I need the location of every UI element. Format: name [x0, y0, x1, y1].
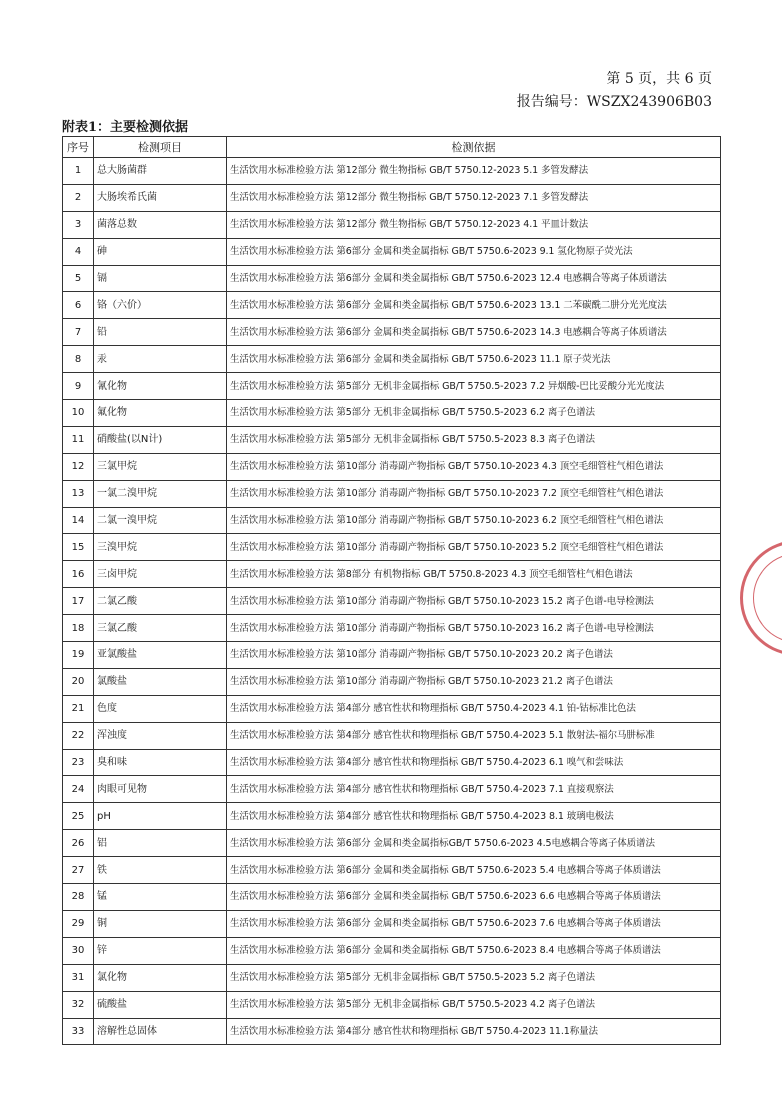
cell-basis: 生活饮用水标准检验方法 第5部分 无机非金属指标 GB/T 5750.5-2023 4.2 离子色谱法 [227, 991, 721, 1018]
cell-no: 20 [63, 668, 94, 695]
cell-no: 1 [63, 158, 94, 185]
cell-item: pH [94, 803, 227, 830]
cell-no: 31 [63, 964, 94, 991]
cell-item: 汞 [94, 346, 227, 373]
cell-item: 三卤甲烷 [94, 561, 227, 588]
cell-basis: 生活饮用水标准检验方法 第4部分 感官性状和物理指标 GB/T 5750.4-2023 11.1称量法 [227, 1018, 721, 1045]
cell-item: 氯化物 [94, 964, 227, 991]
cell-basis: 生活饮用水标准检验方法 第12部分 微生物指标 GB/T 5750.12-2023 7.1 多管发酵法 [227, 184, 721, 211]
cell-basis: 生活饮用水标准检验方法 第6部分 金属和类金属指标 GB/T 5750.6-2023 14.3 电感耦合等离子体质谱法 [227, 319, 721, 346]
cell-no: 9 [63, 373, 94, 400]
cell-no: 8 [63, 346, 94, 373]
cell-basis: 生活饮用水标准检验方法 第10部分 消毒副产物指标 GB/T 5750.10-2023 15.2 离子色谱-电导检测法 [227, 588, 721, 615]
basis-table [62, 136, 721, 1045]
cell-no: 11 [63, 426, 94, 453]
cell-basis: 生活饮用水标准检验方法 第6部分 金属和类金属指标 GB/T 5750.6-2023 7.6 电感耦合等离子体质谱法 [227, 910, 721, 937]
cell-basis: 生活饮用水标准检验方法 第4部分 感官性状和物理指标 GB/T 5750.4-2023 6.1 嗅气和尝味法 [227, 749, 721, 776]
cell-item: 铬（六价） [94, 292, 227, 319]
cell-no: 26 [63, 830, 94, 857]
table-row [63, 507, 721, 534]
cell-no: 2 [63, 184, 94, 211]
cell-no: 13 [63, 480, 94, 507]
table-row [63, 184, 721, 211]
cell-basis: 生活饮用水标准检验方法 第10部分 消毒副产物指标 GB/T 5750.10-2023 6.2 顶空毛细管柱气相色谱法 [227, 507, 721, 534]
table-row [63, 346, 721, 373]
cell-basis: 生活饮用水标准检验方法 第4部分 感官性状和物理指标 GB/T 5750.4-2023 4.1 铂-钴标准比色法 [227, 695, 721, 722]
cell-no: 29 [63, 910, 94, 937]
col-header-item: 检测项目 [94, 137, 227, 158]
table-row [63, 426, 721, 453]
cell-no: 23 [63, 749, 94, 776]
cell-basis: 生活饮用水标准检验方法 第6部分 金属和类金属指标 GB/T 5750.6-2023 5.4 电感耦合等离子体质谱法 [227, 857, 721, 884]
cell-item: 硝酸盐(以N计) [94, 426, 227, 453]
cell-item: 二氯乙酸 [94, 588, 227, 615]
table-row [63, 910, 721, 937]
table-row [63, 211, 721, 238]
table-row [63, 158, 721, 185]
table-row [63, 588, 721, 615]
cell-item: 锌 [94, 937, 227, 964]
cell-no: 4 [63, 238, 94, 265]
cell-no: 10 [63, 400, 94, 427]
cell-no: 21 [63, 695, 94, 722]
cell-basis: 生活饮用水标准检验方法 第5部分 无机非金属指标 GB/T 5750.5-2023 7.2 异烟酸-巴比妥酸分光光度法 [227, 373, 721, 400]
table-row [63, 695, 721, 722]
cell-basis: 生活饮用水标准检验方法 第6部分 金属和类金属指标 GB/T 5750.6-2023 13.1 二苯碳酰二肼分光光度法 [227, 292, 721, 319]
table-row [63, 642, 721, 669]
table-row [63, 615, 721, 642]
cell-no: 6 [63, 292, 94, 319]
table-row [63, 534, 721, 561]
table-row [63, 884, 721, 911]
report-number: 报告编号：WSZX243906B03 [516, 94, 712, 110]
table-row [63, 319, 721, 346]
cell-item: 三氯乙酸 [94, 615, 227, 642]
cell-no: 33 [63, 1018, 94, 1045]
cell-item: 铅 [94, 319, 227, 346]
table-row [63, 857, 721, 884]
table-row [63, 991, 721, 1018]
table-header-row [63, 137, 721, 158]
cell-basis: 生活饮用水标准检验方法 第10部分 消毒副产物指标 GB/T 5750.10-2023 21.2 离子色谱法 [227, 668, 721, 695]
page-number: 第 5 页，共 6 页 [606, 71, 712, 87]
table-row [63, 265, 721, 292]
cell-basis: 生活饮用水标准检验方法 第10部分 消毒副产物指标 GB/T 5750.10-2023 7.2 顶空毛细管柱气相色谱法 [227, 480, 721, 507]
red-seal-stamp [740, 540, 782, 656]
table-row [63, 722, 721, 749]
cell-basis: 生活饮用水标准检验方法 第6部分 金属和类金属指标 GB/T 5750.6-2023 9.1 氢化物原子荧光法 [227, 238, 721, 265]
cell-item: 氰化物 [94, 373, 227, 400]
cell-no: 17 [63, 588, 94, 615]
table-row [63, 238, 721, 265]
table-row [63, 937, 721, 964]
table-title: 附表1：主要检测依据 [62, 120, 189, 135]
table-row [63, 480, 721, 507]
cell-basis: 生活饮用水标准检验方法 第6部分 金属和类金属指标 GB/T 5750.6-2023 12.4 电感耦合等离子体质谱法 [227, 265, 721, 292]
cell-item: 铁 [94, 857, 227, 884]
cell-item: 亚氯酸盐 [94, 642, 227, 669]
cell-no: 5 [63, 265, 94, 292]
table-row [63, 803, 721, 830]
cell-no: 27 [63, 857, 94, 884]
cell-item: 溶解性总固体 [94, 1018, 227, 1045]
cell-basis: 生活饮用水标准检验方法 第4部分 感官性状和物理指标 GB/T 5750.4-2023 8.1 玻璃电极法 [227, 803, 721, 830]
cell-no: 25 [63, 803, 94, 830]
cell-basis: 生活饮用水标准检验方法 第5部分 无机非金属指标 GB/T 5750.5-2023 6.2 离子色谱法 [227, 400, 721, 427]
cell-no: 14 [63, 507, 94, 534]
cell-item: 三溴甲烷 [94, 534, 227, 561]
cell-basis: 生活饮用水标准检验方法 第5部分 无机非金属指标 GB/T 5750.5-2023 8.3 离子色谱法 [227, 426, 721, 453]
table-row [63, 373, 721, 400]
cell-item: 三氯甲烷 [94, 453, 227, 480]
cell-item: 铜 [94, 910, 227, 937]
cell-item: 硫酸盐 [94, 991, 227, 1018]
cell-item: 肉眼可见物 [94, 776, 227, 803]
cell-no: 30 [63, 937, 94, 964]
table-row [63, 1018, 721, 1045]
cell-basis: 生活饮用水标准检验方法 第12部分 微生物指标 GB/T 5750.12-2023 5.1 多管发酵法 [227, 158, 721, 185]
table-row [63, 400, 721, 427]
cell-basis: 生活饮用水标准检验方法 第5部分 无机非金属指标 GB/T 5750.5-2023 5.2 离子色谱法 [227, 964, 721, 991]
cell-basis: 生活饮用水标准检验方法 第6部分 金属和类金属指标 GB/T 5750.6-2023 11.1 原子荧光法 [227, 346, 721, 373]
cell-basis: 生活饮用水标准检验方法 第10部分 消毒副产物指标 GB/T 5750.10-2023 16.2 离子色谱-电导检测法 [227, 615, 721, 642]
table-row [63, 561, 721, 588]
table-row [63, 964, 721, 991]
table-row [63, 668, 721, 695]
cell-no: 32 [63, 991, 94, 1018]
cell-no: 19 [63, 642, 94, 669]
cell-item: 砷 [94, 238, 227, 265]
cell-basis: 生活饮用水标准检验方法 第10部分 消毒副产物指标 GB/T 5750.10-2023 5.2 顶空毛细管柱气相色谱法 [227, 534, 721, 561]
cell-item: 铝 [94, 830, 227, 857]
cell-no: 16 [63, 561, 94, 588]
cell-no: 3 [63, 211, 94, 238]
cell-basis: 生活饮用水标准检验方法 第6部分 金属和类金属指标 GB/T 5750.6-2023 8.4 电感耦合等离子体质谱法 [227, 937, 721, 964]
cell-basis: 生活饮用水标准检验方法 第10部分 消毒副产物指标 GB/T 5750.10-2023 20.2 离子色谱法 [227, 642, 721, 669]
cell-no: 28 [63, 884, 94, 911]
cell-item: 浑浊度 [94, 722, 227, 749]
cell-basis: 生活饮用水标准检验方法 第12部分 微生物指标 GB/T 5750.12-2023 4.1 平皿计数法 [227, 211, 721, 238]
col-header-no: 序号 [63, 137, 94, 158]
cell-no: 24 [63, 776, 94, 803]
cell-basis: 生活饮用水标准检验方法 第6部分 金属和类金属指标 GB/T 5750.6-2023 6.6 电感耦合等离子体质谱法 [227, 884, 721, 911]
cell-item: 一氯二溴甲烷 [94, 480, 227, 507]
cell-item: 二氯一溴甲烷 [94, 507, 227, 534]
cell-basis: 生活饮用水标准检验方法 第4部分 感官性状和物理指标 GB/T 5750.4-2023 5.1 散射法-福尔马肼标准 [227, 722, 721, 749]
cell-item: 氯酸盐 [94, 668, 227, 695]
cell-no: 18 [63, 615, 94, 642]
cell-basis: 生活饮用水标准检验方法 第8部分 有机物指标 GB/T 5750.8-2023 4.3 顶空毛细管柱气相色谱法 [227, 561, 721, 588]
cell-item: 总大肠菌群 [94, 158, 227, 185]
cell-item: 镉 [94, 265, 227, 292]
cell-no: 12 [63, 453, 94, 480]
cell-item: 氟化物 [94, 400, 227, 427]
table-row [63, 776, 721, 803]
table-row [63, 749, 721, 776]
table-row [63, 830, 721, 857]
cell-item: 锰 [94, 884, 227, 911]
cell-no: 15 [63, 534, 94, 561]
cell-item: 臭和味 [94, 749, 227, 776]
cell-no: 22 [63, 722, 94, 749]
table-row [63, 453, 721, 480]
cell-basis: 生活饮用水标准检验方法 第10部分 消毒副产物指标 GB/T 5750.10-2023 4.3 顶空毛细管柱气相色谱法 [227, 453, 721, 480]
cell-item: 色度 [94, 695, 227, 722]
cell-basis: 生活饮用水标准检验方法 第6部分 金属和类金属指标GB/T 5750.6-2023 4.5电感耦合等离子体质谱法 [227, 830, 721, 857]
cell-no: 7 [63, 319, 94, 346]
table-body [63, 158, 721, 1045]
cell-item: 大肠埃希氏菌 [94, 184, 227, 211]
table-row [63, 292, 721, 319]
col-header-basis: 检测依据 [227, 137, 721, 158]
cell-item: 菌落总数 [94, 211, 227, 238]
cell-basis: 生活饮用水标准检验方法 第4部分 感官性状和物理指标 GB/T 5750.4-2023 7.1 直接观察法 [227, 776, 721, 803]
